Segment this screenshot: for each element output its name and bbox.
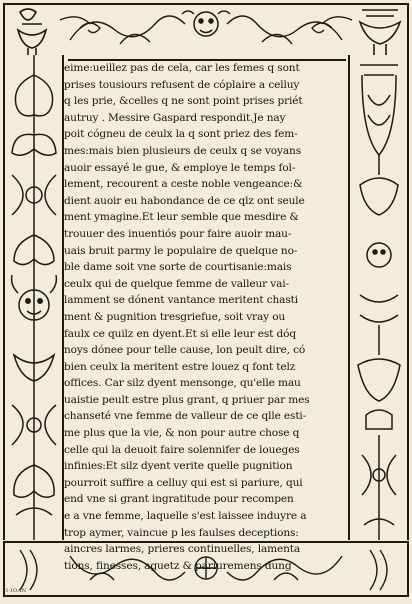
- text-line: e a vne femme, laquelle s'est laissee induyre a: [64, 510, 307, 523]
- text-line: celle qui la deuoit faire solennifer de loueges: [64, 443, 300, 456]
- text-line: ble dame soit vne sorte de courtisanie:mais: [64, 261, 292, 274]
- text-line: offices. Car silz dyent mensonge, qu'elle mau: [64, 377, 301, 390]
- text-line: dient auoir eu habondance de ce qlz ont seule: [64, 194, 305, 207]
- text-line: bien ceulx la meritent estre louez q font telz: [64, 360, 296, 373]
- woodcut-border-right: [346, 55, 412, 545]
- text-line: ment & pugnition tresgriefue, soit vray ou: [64, 310, 286, 323]
- text-line: uais bruit parmy le populaire de quelque no-: [64, 244, 298, 257]
- text-block: [64, 60, 348, 572]
- text-line: lement, recourent a ceste noble vengeance:&: [64, 178, 303, 191]
- text-line: trop aymer, vaincue p les faulses deceptions:: [64, 526, 299, 539]
- text-line: uaistie peult estre plus grant, q priuer par mes: [64, 393, 310, 406]
- text-line: lamment se dónent vantance meritent chasti: [64, 294, 298, 307]
- woodcut-border-top: [0, 0, 412, 62]
- text-line: poit cógneu de ceulx la q sont priez des fem-: [64, 128, 298, 141]
- text-line: ment ymagine.Et leur semble que mesdire &: [64, 211, 299, 224]
- text-line: end vne si grant ingratitude pour recompen: [64, 493, 294, 506]
- text-line: infinies:Et silz dyent verite quelle pugnition: [64, 460, 293, 473]
- woodcut-border-left: [0, 55, 68, 545]
- left-ornament-icon: [0, 55, 68, 545]
- text-line: faulx ce quilz en dyent.Et si elle leur est dóq: [64, 327, 296, 340]
- border-imprint: I·IOAN: [6, 588, 27, 594]
- text-line: chanseté vne femme de valleur de ce qlle esti-: [64, 410, 307, 423]
- text-line: aincres larmes, prieres continuelles, lamenta: [64, 543, 301, 556]
- text-line: mes:mais bien plusieurs de ceulx q se voyans: [64, 144, 301, 157]
- text-line: prises tousiours refusent de cóplaire a celluy: [64, 78, 300, 91]
- text-line: eime:ueillez pas de cela, car les femes q sont: [64, 62, 300, 74]
- text-line: noys dónee pour telle cause, lon peult dire, có: [64, 344, 306, 357]
- right-ornament-icon: [346, 55, 412, 545]
- top-ornament-icon: [0, 0, 412, 62]
- text-line: trouuer des inuentiós pour faire auoir mau-: [64, 227, 292, 240]
- text-line: ceulx qui de quelque femme de valleur vai-: [64, 277, 289, 290]
- text-line: tions, finesses, aguetz & pariuremens dung: [64, 559, 292, 572]
- text-line: pourroit suffire a celluy qui est si pariure, qui: [64, 476, 303, 489]
- text-line: me plus que la vie, & non pour autre chose q: [64, 427, 300, 440]
- text-line: auoir essayé le gue, & employe le temps fol-: [64, 161, 296, 174]
- text-line: autruy . Messire Gaspard respondit.Je nay: [64, 111, 286, 124]
- text-line: q les prie, &celles q ne sont point prises priét: [64, 95, 303, 108]
